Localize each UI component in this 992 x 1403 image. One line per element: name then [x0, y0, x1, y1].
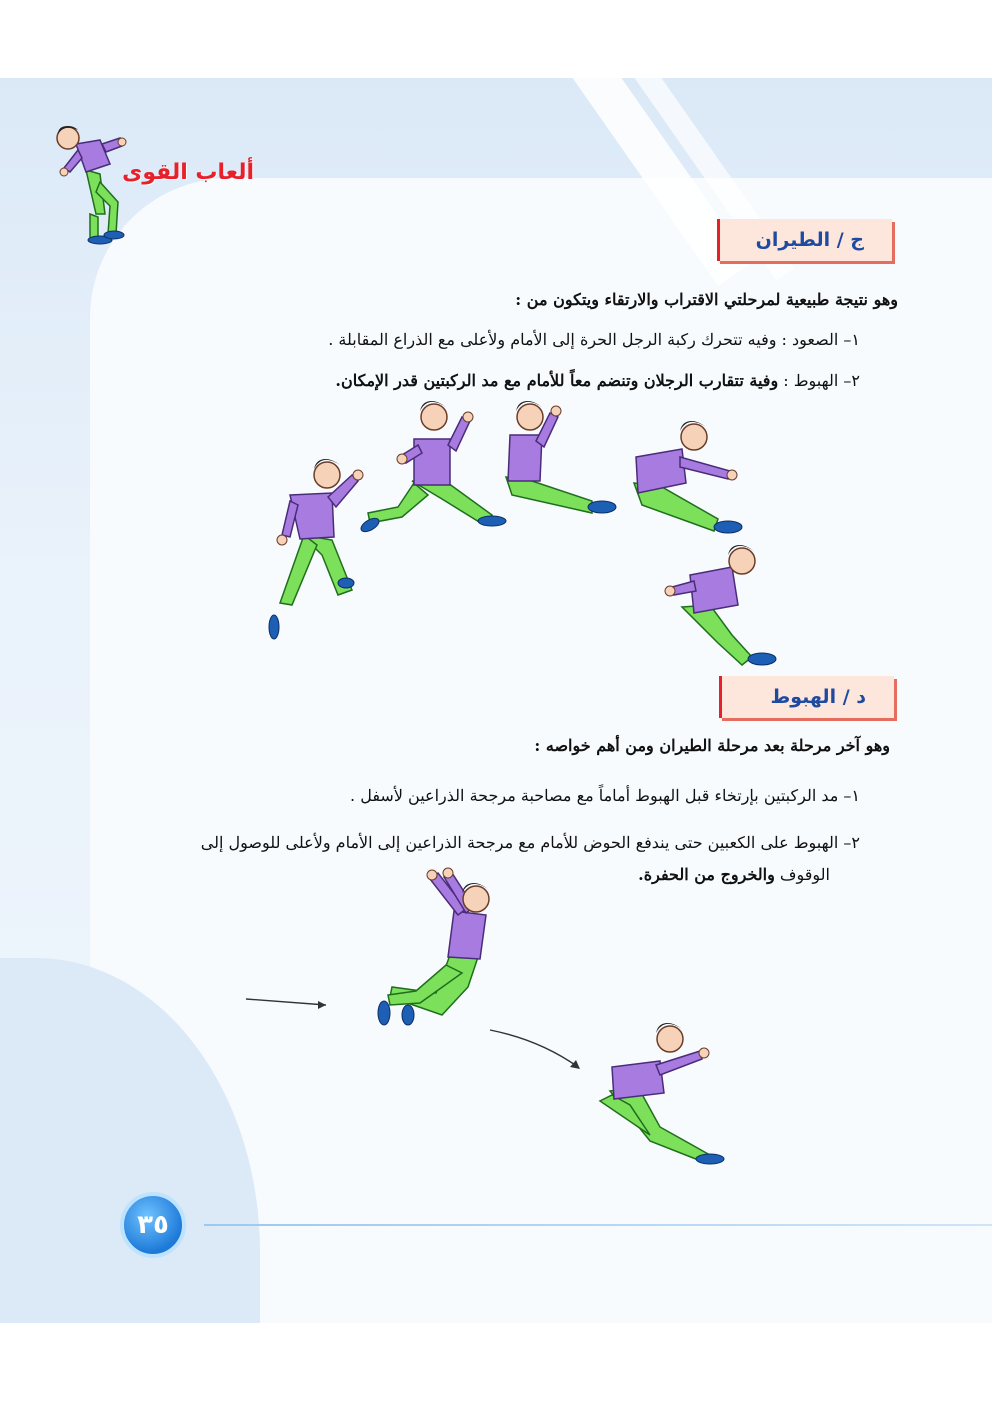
landing-intro: وهو آخر مرحلة بعد مرحلة الطيران ومن أهم خواصه : — [534, 736, 890, 755]
flight-intro: وهو نتيجة طبيعية لمرحلتي الاقتراب والارتقاء ويتكون من : — [515, 290, 898, 309]
flight-item-ascent: ١– الصعود : وفيه تتحرك ركبة الرجل الحرة إلى الأمام ولأعلى مع الذراع المقابلة . — [328, 330, 860, 349]
jumper-figure — [359, 401, 506, 534]
jumper-figure — [378, 868, 489, 1025]
landing-item-knees: ١– مد الركبتين بإرتخاء قبل الهبوط أماماً مع مصاحبة مرجحة الذراعين لأسفل . — [350, 786, 860, 805]
page-number: ٣٥ — [120, 1192, 186, 1258]
motion-arrow — [246, 999, 326, 1009]
landing-item-heels-plain: الوقوف — [774, 865, 830, 884]
chapter-title: ألعاب القوى — [122, 160, 254, 185]
flight-phase-figures — [262, 395, 802, 685]
jumper-figure — [634, 421, 742, 533]
flight-item-descent-label: ٢– الهبوط : — [778, 371, 860, 390]
jumper-figure — [665, 545, 776, 665]
landing-phase-figures — [240, 865, 740, 1165]
landing-item-heels: ٢– الهبوط على الكعبين حتى يندفع الحوض للأمام مع مرجحة الذراعين إلى الأمام ولأعلى للوصول إلى — [200, 833, 860, 852]
section-heading-landing — [719, 676, 894, 718]
jumper-figure — [269, 459, 363, 639]
flight-item-descent — [335, 371, 860, 390]
jumper-figure — [600, 1023, 724, 1164]
flight-item-descent-bold: وفية تتقارب الرجلان وتنضم معاً للأمام مع مد الركبتين قدر الإمكان. — [335, 371, 779, 390]
motion-arrow — [490, 1030, 580, 1069]
section-heading-label: ج / الطيران — [755, 229, 864, 251]
landing-item-heels-bold: والخروج من الحفرة. — [638, 865, 775, 884]
jumper-figure — [506, 401, 616, 513]
footer-divider — [204, 1224, 992, 1226]
section-heading-label: د / الهبوط — [770, 686, 866, 708]
section-heading-flight — [717, 219, 892, 261]
